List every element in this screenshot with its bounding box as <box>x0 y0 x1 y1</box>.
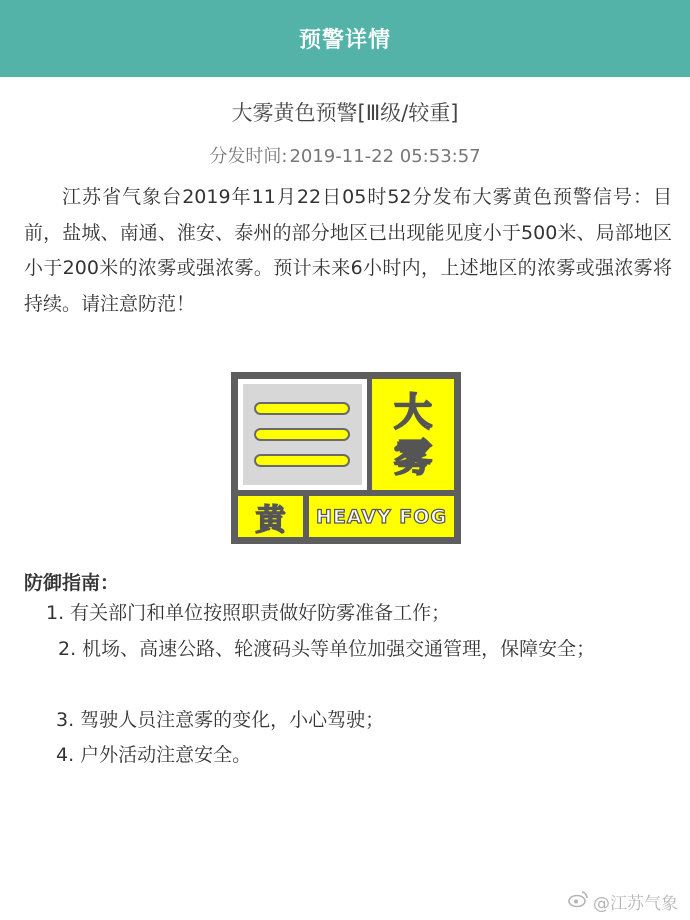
sign-chars-panel <box>372 379 454 490</box>
guide-item: 3. 驾驶人员注意雾的变化，小心驾驶； <box>56 709 385 731</box>
sign-english-label: HEAVY FOG <box>309 496 454 537</box>
warning-body: 江苏省气象台2019年11月22日05时52分发布大雾黄色预警信号：目前，盐城、南通、淮安、泰州的部分地区已出现能见度小于500米、局部地区小于200米的浓雾或强浓雾。预计未来6小时内，上述地区的浓雾或强浓雾将持续。请注意防范！ <box>24 186 672 315</box>
issued-time: 2019-11-22 05:53:57 <box>289 146 481 167</box>
header-title: 预警详情 <box>298 28 391 53</box>
watermark <box>567 889 678 914</box>
guide-item: 2. 机场、高速公路、轮渡码头等单位加强交通管理，保障安全； <box>58 638 596 660</box>
fog-bar-icon <box>254 402 350 415</box>
fog-bars-panel <box>238 379 367 490</box>
sign-char-bottom: 雾 <box>393 435 432 480</box>
page-header <box>0 0 690 77</box>
guide-item: 1. 有关部门和单位按照职责做好防雾准备工作； <box>46 602 451 624</box>
fog-bar-icon <box>254 454 350 467</box>
guide-item: 4. 户外活动注意安全。 <box>56 744 252 766</box>
sign-char-top: 大 <box>393 389 432 434</box>
watermark-text: @江苏气象 <box>593 894 678 914</box>
issued-label: 分发时间: <box>209 146 288 167</box>
sign-level-char: 黄 <box>238 496 303 537</box>
issued-time-line <box>0 142 690 168</box>
warning-title: 大雾黄色预警[Ⅲ级/较重] <box>231 101 459 125</box>
fog-bar-icon <box>254 428 350 441</box>
heavy-fog-warning-sign <box>231 372 461 544</box>
guide-title: 防御指南： <box>24 572 120 594</box>
weibo-icon <box>567 890 589 913</box>
